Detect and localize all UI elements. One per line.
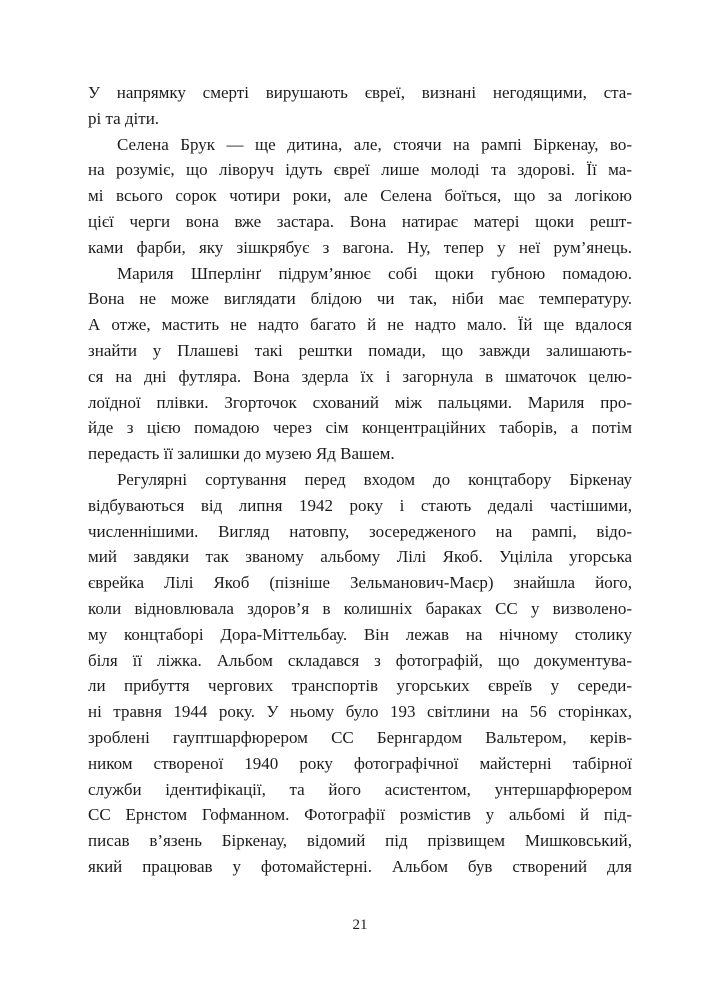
text-line: ником створеної 1940 року фотографічної майстерні табірної xyxy=(88,753,632,773)
text-line: на розуміє, що ліворуч ідуть євреї лише молоді та здорові. Її ма- xyxy=(88,160,632,180)
text-line: зроблені гауптшарфюрером СС Бернгардом Вальтером, керів- xyxy=(88,727,632,747)
paragraph xyxy=(88,80,632,132)
text-line: У напрямку смерті вирушають євреї, визнані негодящими, ста- xyxy=(88,83,632,102)
text-line: ні травня 1944 року. У ньому було 193 світлини на 56 сторінках, xyxy=(88,702,632,722)
text-line: лоїдної плівки. Згорточок схований між пальцями. Мариля про- xyxy=(88,392,632,412)
text-line: Регулярні сортування перед входом до концтабору Біркенау xyxy=(117,469,632,489)
text-line: ками фарби, яку зішкрябує з вагона. Ну, тепер у неї рум’янець. xyxy=(88,237,632,257)
text-line: цієї черги вона вже застара. Вона натирає матері щоки решт- xyxy=(88,211,632,231)
text-line: йде з цією помадою через сім концентраційних таборів, а потім xyxy=(88,418,632,438)
text-line: коли відновлювала здоров’я в колишніх бараках СС у визволено- xyxy=(88,598,632,618)
text-line: писав в’язень Біркенау, відомий під прізвищем Мишковський, xyxy=(88,831,632,851)
text-line: Мариля Шперлінґ підрум’янює собі щоки губною помадою. xyxy=(117,263,632,283)
text-line: ся на дні футляра. Вона здерла їх і загорнула в шматочок целю- xyxy=(88,366,632,386)
text-line: ли прибуття чергових транспортів угорських євреїв у середи- xyxy=(88,676,632,696)
text-block xyxy=(88,80,632,880)
text-line: рі та діти. xyxy=(88,108,160,128)
text-line: А отже, мастить не надто багато й не надто мало. Їй ще вдалося xyxy=(88,315,632,335)
text-line: передасть її залишки до музею Яд Вашем. xyxy=(88,444,395,464)
text-line: біля її ліжка. Альбом складався з фотографій, що документува- xyxy=(88,650,632,670)
text-line: мі всього сорок чотири роки, але Селена боїться, що за логікою xyxy=(88,186,632,206)
paragraph xyxy=(88,132,632,261)
text-line: Селена Брук — ще дитина, але, стоячи на рампі Біркенау, во- xyxy=(117,134,632,154)
paragraph xyxy=(88,261,632,467)
text-line: СС Ернстом Гофманном. Фотографії розмістив у альбомі й під- xyxy=(88,805,632,825)
paragraph xyxy=(88,467,632,880)
text-line: Вона не може виглядати блідою чи так, ніби має температуру. xyxy=(88,289,632,309)
text-line: мий завдяки так званому альбому Лілі Якоб. Уціліла угорська xyxy=(88,547,632,567)
text-line: служби ідентифікації, та його асистентом, унтершарфюрером xyxy=(88,779,632,799)
text-line: знайти у Плашеві такі рештки помади, що завжди залишають- xyxy=(88,340,632,360)
text-line: який працював у фотомайстерні. Альбом був створений для xyxy=(88,856,632,876)
text-line: відбуваються від липня 1942 року і стають дедалі частішими, xyxy=(88,495,632,515)
text-line: му концтаборі Дора-Міттельбау. Він лежав на нічному столику xyxy=(88,624,632,644)
text-line: єврейка Лілі Якоб (пізніше Зельманович-Маєр) знайшла його, xyxy=(88,573,632,593)
page-number: 21 xyxy=(352,917,368,933)
text-line: численнішими. Вигляд натовпу, зосередженого на рампі, відо- xyxy=(88,521,632,541)
